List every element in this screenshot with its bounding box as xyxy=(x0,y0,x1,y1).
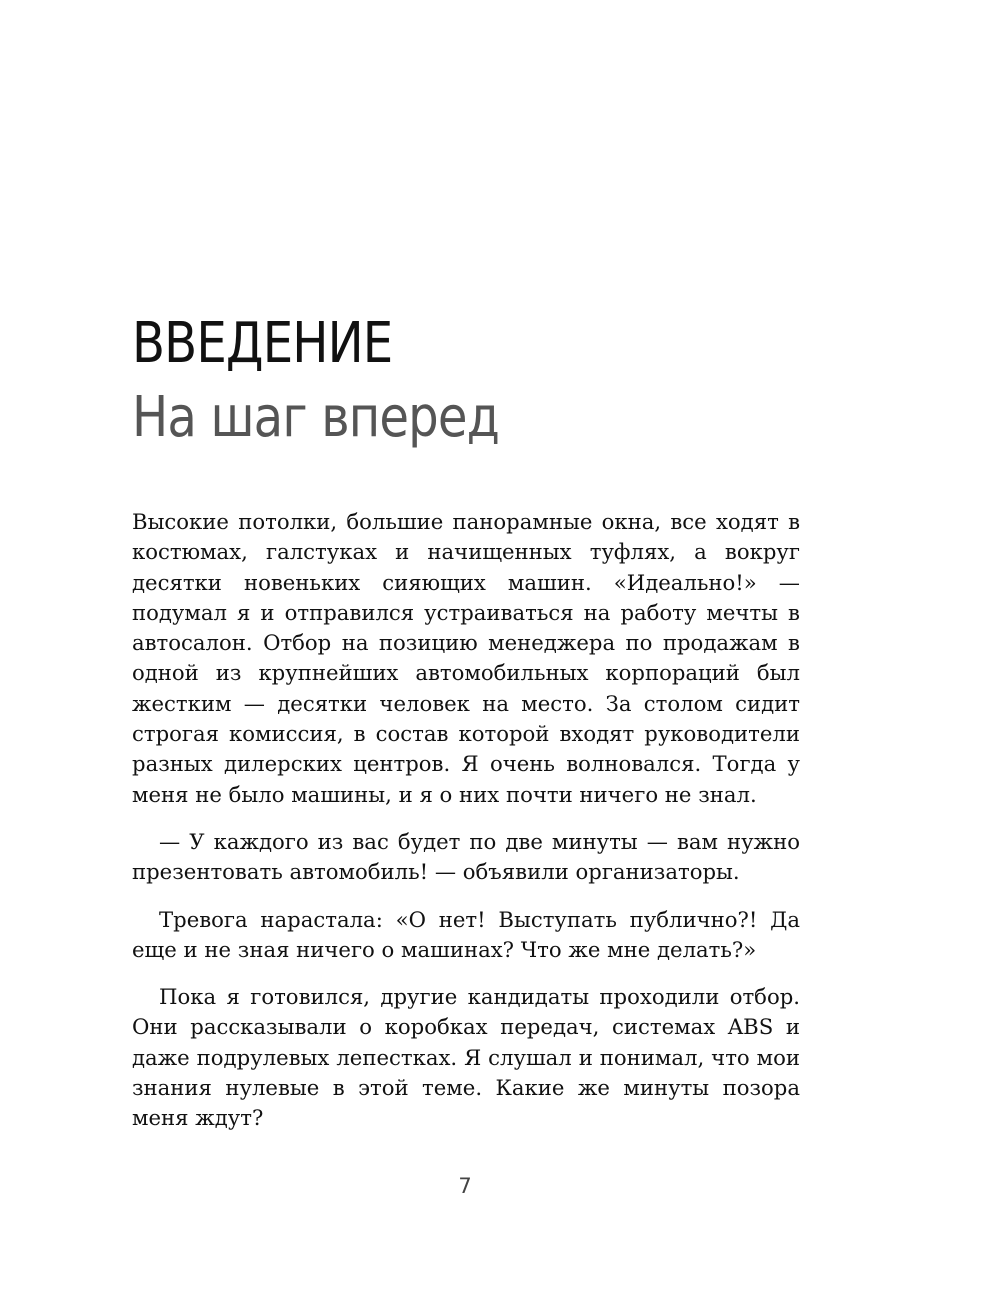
body-text xyxy=(132,507,800,1151)
page-number: 7 xyxy=(458,1174,472,1198)
chapter-title: На шаг вперед xyxy=(132,385,500,450)
paragraph: Высокие потолки, большие панорамные окна, все ходят в костюмах, галстуках и начищенных туфлях, а вокруг десятки новеньких сияющих машин. «Идеально!» — подумал я и отправился устраиваться на работу мечты в автосалон. Отбор на позицию менеджера по продажам в одной из крупнейших автомобильных корпораций был жестким — десятки человек на место. За столом сидит строгая комиссия, в состав которой входят руководители разных дилерских центров. Я очень волновался. Тогда у меня не было машины, и я о них почти ничего не знал. xyxy=(132,509,800,807)
chapter-label: ВВЕДЕНИЕ xyxy=(132,311,393,376)
paragraph: — У каждого из вас будет по две минуты — вам нужно презентовать автомобиль! — объявили организаторы. xyxy=(132,828,800,885)
paragraph: Тревога нарастала: «О нет! Выступать публично?! Да еще и не зная ничего о машинах? Что же мне делать?» xyxy=(132,906,800,962)
paragraph: Пока я готовился, другие кандидаты проходили отбор. Они рассказывали о коробках передач, системах ABS и даже подрулевых лепестках. Я слушал и понимал, что мои знания нулевые в этой теме. Какие же минуты позора меня ждут? xyxy=(132,984,800,1131)
